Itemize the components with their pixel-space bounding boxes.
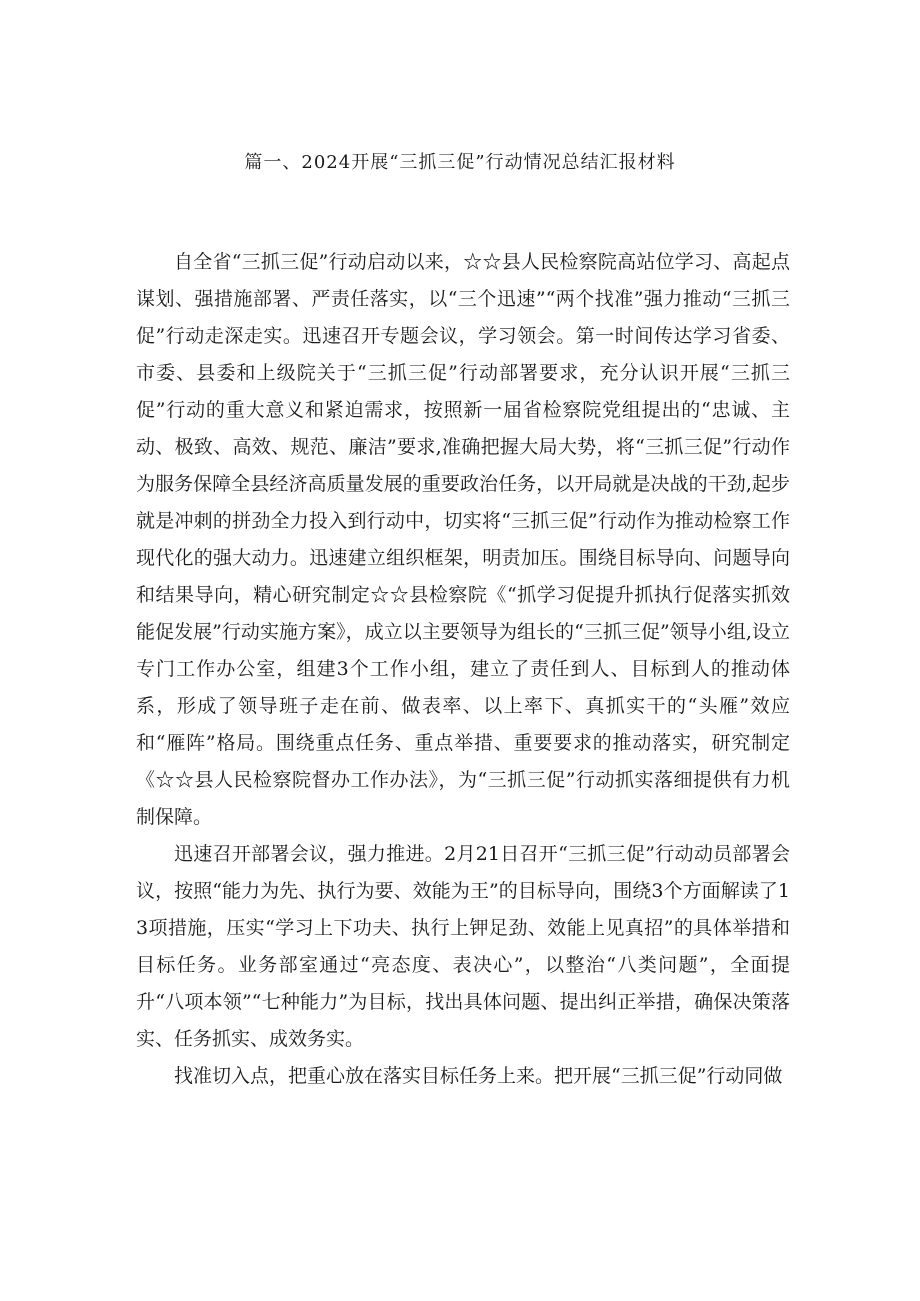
document-body <box>136 244 790 1095</box>
paragraph-2: 迅速召开部署会议，强力推进。2月21日召开“三抓三促”行动动员部署会议，按照“能力为先、执行为要、效能为王”的目标导向，围绕3个方面解读了13项措施，压实“学习上下功夫、执行上钾足劲、效能上见真招”的具体举措和目标任务。业务部室通过“亮态度、表决心”，以整治“八类问题”，全面提升“八项本领”“七种能力”为目标，找出具体问题、提出纠正举措，确保决策落实、任务抓实、成效务实。 <box>136 843 790 1050</box>
paragraph-3: 找准切入点，把重心放在落实目标任务上来。把开展“三抓三促”行动同做 <box>174 1065 783 1087</box>
document-title: 篇一、2024开展“三抓三促”行动情况总结汇报材料 <box>244 152 676 173</box>
paragraph-1: 自全省“三抓三促”行动启动以来，☆☆县人民检察院高站位学习、高起点谋划、强措施部署、严责任落实，以“三个迅速”“两个找准”强力推动“三抓三促”行动走深走实。迅速召开专题会议，学习领会。第一时间传达学习省委、市委、县委和上级院关于“三抓三促”行动部署要求，充分认识开展“三抓三促”行动的重大意义和紧迫需求，按照新一届省检察院党组提出的“忠诚、主动、极致、高效、规范、廉洁”要求,准确把握大局大势，将“三抓三促”行动作为服务保障全县经济高质量发展的重要政治任务，以开局就是决战的干劲,起步就是冲刺的拼劲全力投入到行动中，切实将“三抓三促”行动作为推动检察工作现代化的强大动力。迅速建立组织框架，明责加压。围绕目标导向、问题导向和结果导向，精心研究制定☆☆县检察院《“抓学习促提升抓执行促落实抓效能促发展”行动实施方案》，成立以主要领导为组长的“三抓三促”领导小组,设立专门工作办公室，组建3个工作小组，建立了责任到人、目标到人的推动体系，形成了领导班子走在前、做表率、以上率下、真抓实干的“头雁”效应和“雁阵”格局。围绕重点任务、重点举措、重要要求的推动落实，研究制定《☆☆县人民检察院督办工作办法》，为“三抓三促”行动抓实落细提供有力机制保障。 <box>136 251 790 828</box>
